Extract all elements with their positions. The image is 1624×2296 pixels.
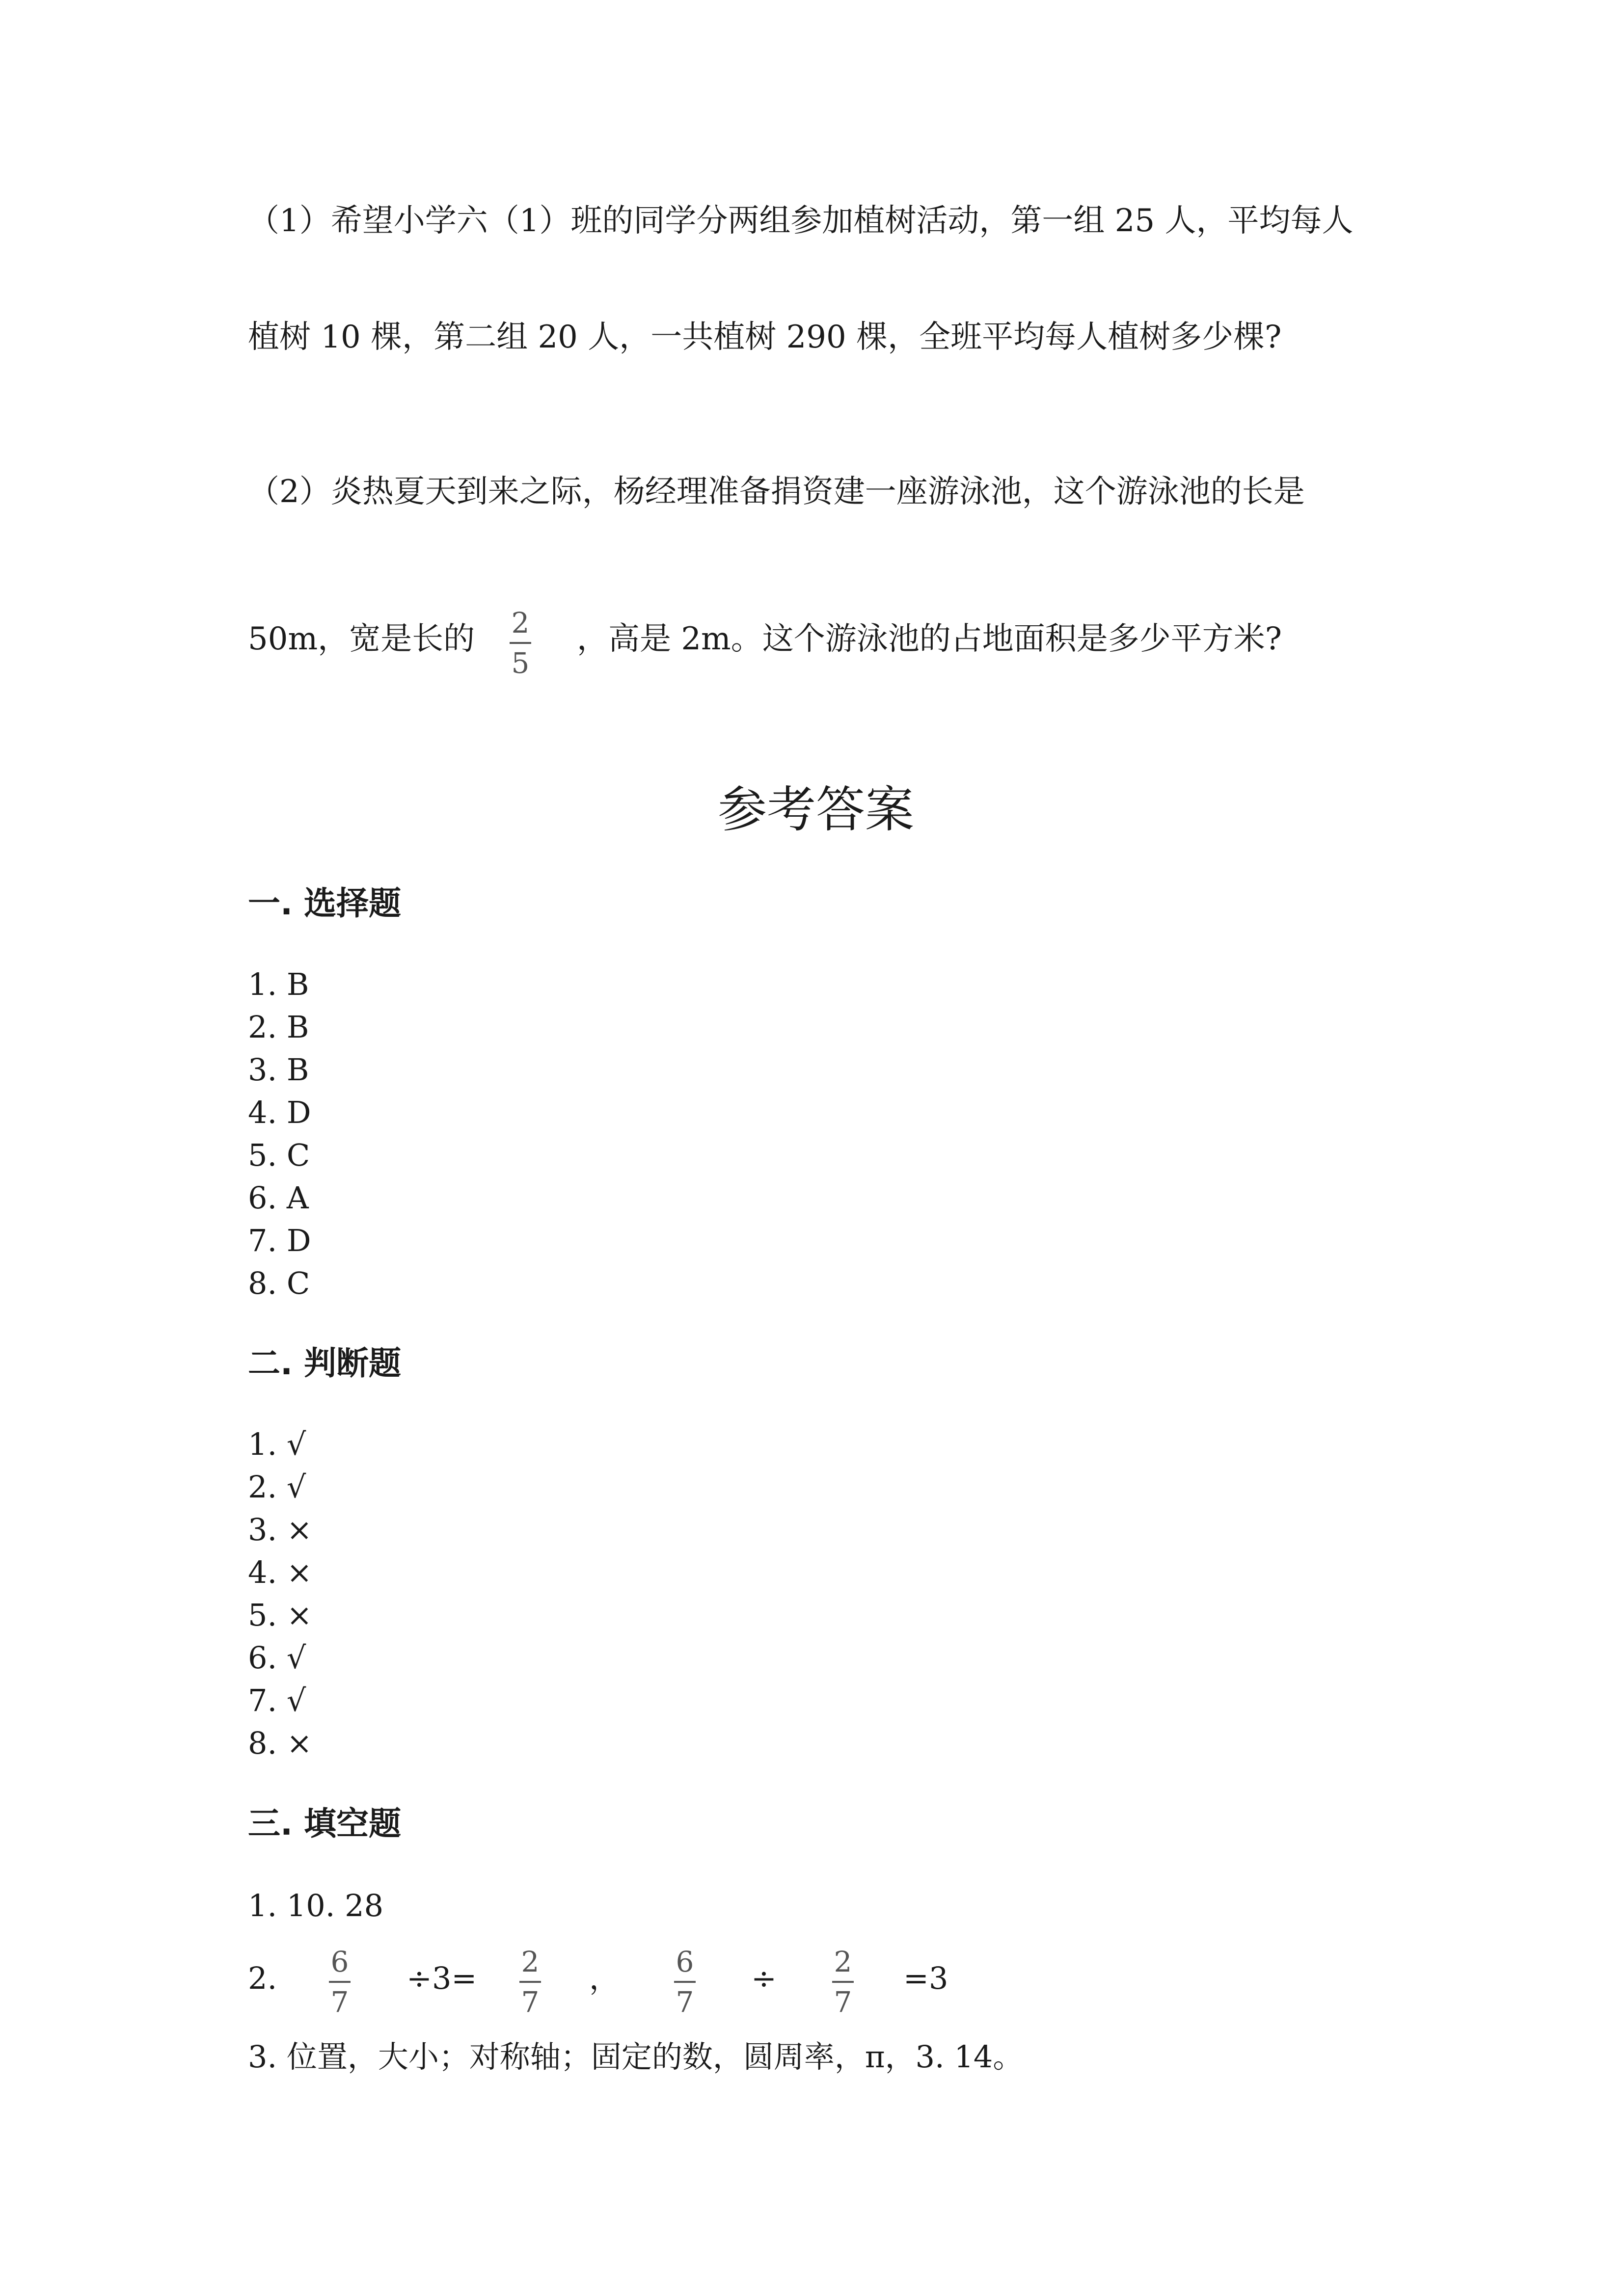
s1-answer: 2. B (248, 1009, 309, 1045)
section-3-heading: 三. 填空题 (248, 1805, 402, 1842)
problem-2-line-1: （2）炎热夏天到来之际，杨经理准备捐资建一座游泳池，这个游泳池的长是 (248, 474, 1305, 510)
fraction-bar (329, 1981, 351, 1983)
problem-1-line-2: 植树 10 棵，第二组 20 人，一共植树 290 棵，全班平均每人植树多少棵? (248, 319, 1282, 355)
fraction-numerator: 2 (511, 606, 530, 640)
s2-answer: 2. √ (248, 1469, 306, 1505)
s3-answer-2-label: 2. (248, 1960, 277, 1996)
fraction-bar (519, 1981, 541, 1983)
fraction-denominator: 7 (834, 1985, 852, 2019)
fraction-two-sevenths (519, 1945, 541, 2019)
s2-answer: 3. × (248, 1512, 312, 1548)
fraction-two-fifths (510, 606, 531, 680)
fraction-denominator: 7 (330, 1985, 349, 2019)
fraction-six-sevenths (329, 1945, 351, 2019)
s2-answer: 8. × (248, 1725, 312, 1761)
problem-2-line-2-before: 50m，宽是长的 (248, 621, 475, 657)
fraction-six-sevenths (674, 1945, 696, 2019)
s2-answer: 7. √ (248, 1682, 306, 1718)
s3-answer-2-result: =3 (903, 1960, 948, 1996)
fraction-denominator: 7 (521, 1985, 540, 2019)
fraction-bar (510, 642, 531, 644)
s1-answer: 7. D (248, 1223, 311, 1258)
section-1-heading: 一. 选择题 (248, 884, 402, 922)
s2-answer: 6. √ (248, 1640, 306, 1676)
s2-answer: 1. √ (248, 1426, 306, 1462)
s1-answer: 1. B (248, 966, 309, 1002)
fraction-bar (674, 1981, 696, 1983)
fraction-numerator: 6 (330, 1945, 349, 1978)
problem-2-line-2-after: ，高是 2m。这个游泳池的占地面积是多少平方米? (577, 621, 1282, 657)
s3-answer-2-op2: ÷ (751, 1960, 777, 1996)
fraction-numerator: 2 (521, 1945, 540, 1978)
s1-answer: 3. B (248, 1052, 309, 1088)
fraction-denominator: 5 (511, 646, 530, 680)
s3-answer-3: 3. 位置，大小；对称轴；固定的数，圆周率，π，3. 14。 (248, 2039, 1024, 2075)
fraction-bar (832, 1981, 854, 1983)
problem-1-line-1: （1）希望小学六（1）班的同学分两组参加植树活动，第一组 25 人，平均每人 (248, 203, 1353, 239)
fraction-numerator: 6 (676, 1945, 694, 1978)
s3-answer-2-op1: ÷3= (406, 1960, 477, 1996)
section-2-heading: 二. 判断题 (248, 1344, 402, 1382)
s3-answer-2-comma: ， (589, 1960, 620, 1996)
answer-key-title: 参考答案 (718, 781, 914, 838)
s2-answer: 4. × (248, 1554, 312, 1590)
s1-answer: 5. C (248, 1137, 310, 1173)
s1-answer: 6. A (248, 1180, 309, 1216)
s2-answer: 5. × (248, 1597, 312, 1633)
fraction-numerator: 2 (834, 1945, 852, 1978)
fraction-two-sevenths (832, 1945, 854, 2019)
fraction-denominator: 7 (676, 1985, 694, 2019)
s3-answer-1: 1. 10. 28 (248, 1888, 384, 1923)
s1-answer: 8. C (248, 1265, 310, 1301)
s1-answer: 4. D (248, 1095, 311, 1130)
